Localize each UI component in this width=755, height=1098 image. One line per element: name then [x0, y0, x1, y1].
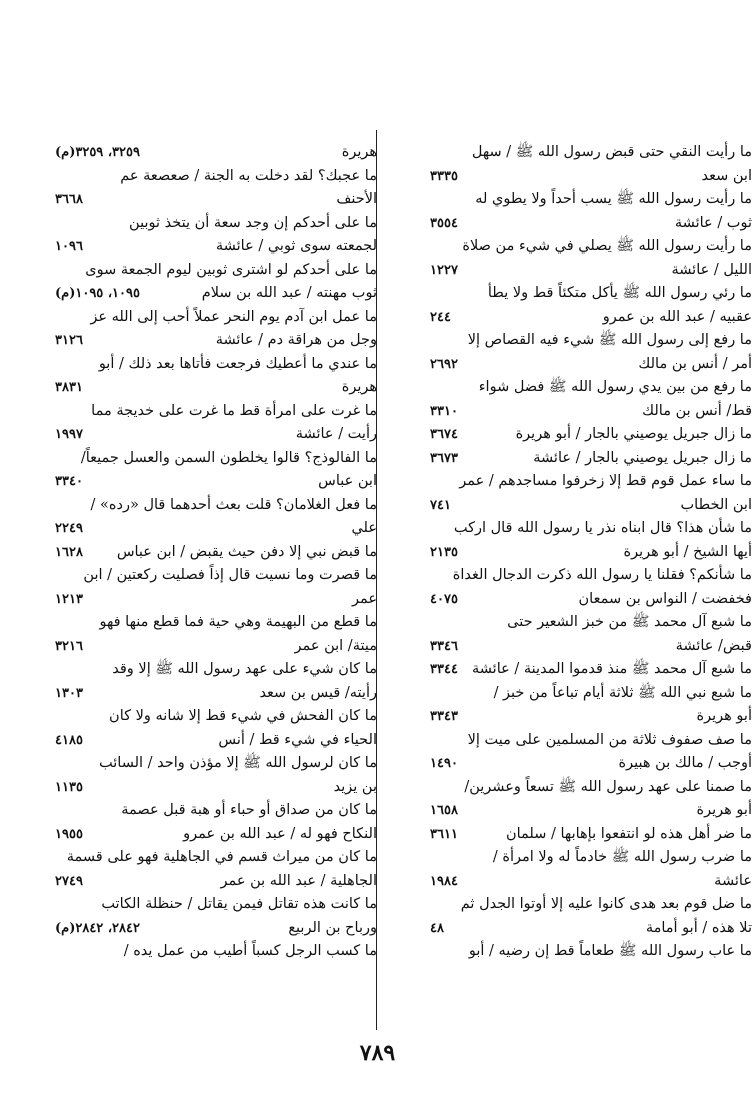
entry-text: ابن عباس [318, 473, 377, 489]
entry-text: ما عجبك؟ لقد دخلت به الجنة / صعصعة عم [120, 167, 377, 184]
entry-text: ما قبض نبي إلا دفن حيث يقبض / ابن عباس [116, 543, 377, 560]
entry-line [430, 776, 752, 800]
index-entry [430, 776, 752, 823]
entry-line [430, 799, 752, 823]
entry-line [55, 329, 377, 353]
entry-text: ما كان من ميراث قسم في الجاهلية فهو على قسمة [66, 849, 377, 865]
entry-text: أبو هريرة [696, 708, 752, 724]
entry-line [430, 235, 752, 259]
entry-text: ما كان شيء على عهد رسول الله ﷺ إلا وقد [112, 661, 377, 677]
index-entry [430, 188, 752, 235]
entry-text: ما غرت على امرأة قط ما غرت على خديجة مما [91, 402, 377, 419]
hadith-number: ٢١٣٥ [430, 544, 458, 560]
entry-line [430, 259, 752, 283]
hadith-number: ٣٣٤٠ [55, 474, 83, 489]
entry-text: ابن الخطاب [680, 496, 752, 513]
hadith-number: ٣٦٦٨ [55, 192, 83, 207]
entry-line [55, 259, 377, 283]
hadith-number: ١٣٠٣ [55, 685, 83, 701]
hadith-number: ١٩٩٧ [55, 427, 83, 442]
entry-line [55, 188, 377, 212]
index-entry [430, 470, 752, 517]
entry-text: ما قطع من البهيمة وهي حية فما قطع منها فهو [99, 614, 377, 630]
entry-text: وجل من هراقة دم / عائشة [215, 332, 377, 348]
entry-text: علي [351, 520, 377, 536]
entry-line [55, 729, 377, 753]
entry-text: ما زال جبريل يوصيني بالجار / عائشة [533, 449, 752, 466]
entry-text: أوجب / مالك بن هبيرة [618, 755, 752, 771]
index-entry [55, 940, 377, 964]
hadith-number: ٣٢١٦ [55, 638, 83, 654]
index-entry [55, 752, 377, 799]
entry-line [55, 306, 377, 330]
index-entry [55, 212, 377, 259]
entry-line [430, 447, 752, 471]
entry-line [55, 165, 377, 189]
entry-text: ما رأيت رسول الله ﷺ يسب أحداً ولا يطوي له [475, 191, 752, 207]
entry-line [55, 376, 377, 400]
entry-text: ما صف صفوف ثلاثة من المسلمين على ميت إلا [467, 731, 752, 748]
hadith-number: ١٦٥٨ [430, 803, 458, 818]
hadith-number: ٣٣٤٣ [430, 709, 458, 724]
hadith-number: ١٩٥٥ [55, 826, 83, 842]
entry-text: ما ضرب رسول الله ﷺ خادماً له ولا امرأة / [492, 849, 752, 865]
entry-text: ما كسب الرجل كسباً أطيب من عمل يده / [123, 943, 377, 959]
entry-text: ما كان من صداق أو حباء أو هبة قبل عصمة [121, 802, 377, 818]
entry-line [55, 541, 377, 565]
entry-text: قبض/ عائشة [675, 637, 752, 654]
entry-line [430, 611, 752, 635]
index-entry [55, 494, 377, 541]
entry-line [430, 306, 752, 330]
entry-line [430, 893, 752, 917]
entry-text: الليل / عائشة [671, 261, 752, 278]
entry-text: الأحنف [336, 191, 377, 207]
entry-line [55, 400, 377, 424]
entry-text: هريرة [341, 144, 377, 160]
index-entry [430, 235, 752, 282]
entry-text: عقبيه / عبد الله بن عمرو [602, 308, 752, 325]
index-entry [430, 141, 752, 188]
index-entry [430, 564, 752, 611]
index-entry [430, 846, 752, 893]
hadith-number: ٤٠٧٥ [430, 591, 458, 607]
index-entry [430, 517, 752, 564]
entry-line [55, 752, 377, 776]
entry-line [430, 470, 752, 494]
page-number: ٧٨٩ [359, 1040, 396, 1066]
index-entry [55, 705, 377, 752]
entry-text: ثوب مهنته / عبد الله بن سلام [201, 285, 377, 301]
hadith-number: ٣٦١١ [430, 826, 458, 842]
hadith-number: ٣٣٤٤ [430, 662, 458, 677]
entry-text: ما كان الفحش في شيء قط إلا شانه ولا كان [109, 708, 377, 724]
entry-line [55, 682, 377, 706]
entry-line [55, 776, 377, 800]
index-entry [430, 329, 752, 376]
hadith-number: ٢٨٤٢، ٢٨٤٢(م) [55, 920, 140, 936]
hadith-number: ٣١٢٦ [55, 333, 83, 348]
entry-text: ما رئي رسول الله ﷺ يأكل متكئاً قط ولا يطأ [487, 285, 752, 301]
entry-text: النكاح فهو له / عبد الله بن عمرو [183, 825, 377, 842]
entry-text: ما فعل الغلامان؟ قلت بعث أحدهما قال «رده» / [90, 496, 377, 513]
entry-text: ما قصرت وما نسيت قال إذاً فصليت ركعتين / ابن [83, 567, 377, 583]
entry-line [55, 235, 377, 259]
entry-line [55, 893, 377, 917]
entry-text: عمر [351, 590, 377, 607]
entry-line [55, 588, 377, 612]
hadith-number: ٢٧٤٩ [55, 873, 83, 889]
entry-text: بن يزيد [333, 778, 377, 795]
entry-line [430, 376, 752, 400]
entry-text: ما كانت هذه تقاتل فيمن يقاتل / حنظلة الكاتب [101, 896, 377, 912]
hadith-number: ٢٤٤ [430, 309, 451, 325]
index-entry [430, 893, 752, 940]
entry-line [430, 940, 752, 964]
index-entry [55, 400, 377, 447]
hadith-number: ٣٨٣١ [55, 380, 83, 395]
hadith-number: ١٤٩٠ [430, 756, 458, 771]
hadith-number: ١٠٩٥، ١٠٩٥(م) [55, 286, 140, 301]
entry-text: لجمعته سوى ثوبي / عائشة [215, 238, 377, 254]
index-entry [55, 353, 377, 400]
index-entry [55, 447, 377, 494]
entry-text: ميتة/ ابن عمر [294, 637, 377, 654]
entry-text: ما صمنا على عهد رسول الله ﷺ تسعاً وعشرين/ [464, 778, 752, 795]
entry-line [430, 188, 752, 212]
entry-line [430, 658, 752, 682]
entry-text: ما عمل ابن آدم يوم النحر عملاً أحب إلى الله عز [90, 308, 377, 325]
entry-line [55, 823, 377, 847]
index-entry [430, 823, 752, 847]
entry-line [430, 400, 752, 424]
hadith-number: ١٢٢٧ [430, 262, 458, 278]
entry-line [55, 940, 377, 964]
index-entry [430, 658, 752, 682]
entry-line [430, 141, 752, 165]
entry-text: أبو هريرة [696, 802, 752, 818]
entry-line [55, 494, 377, 518]
hadith-number: ٢٦٩٢ [430, 356, 458, 372]
entry-text: ما على أحدكم لو اشترى ثوبين ليوم الجمعة سوى [85, 261, 377, 278]
entry-line [430, 846, 752, 870]
entry-line [430, 917, 752, 941]
entry-text: ما على أحدكم إن وجد سعة أن يتخذ ثوبين [129, 214, 377, 231]
entry-line [55, 141, 377, 165]
entry-text: ما رفع من بين يدي رسول الله ﷺ فضل شواء [478, 379, 752, 395]
entry-text: ما رأيت النقي حتى قبض رسول الله ﷺ / سهل [471, 144, 752, 160]
hadith-number: ٣٦٧٤ [430, 427, 458, 442]
hadith-number: ٤١٨٥ [55, 732, 83, 748]
entry-text: ورباح بن الربيع [288, 919, 377, 936]
entry-line [430, 729, 752, 753]
entry-line [55, 282, 377, 306]
hadith-number: ٣٣١٠ [430, 403, 458, 419]
hadith-number: ١٢١٣ [55, 591, 83, 607]
entry-line [55, 470, 377, 494]
index-entry [430, 611, 752, 658]
entry-text: ما شبع آل محمد ﷺ من خبز الشعير حتى [507, 614, 752, 630]
entry-text: ما ساء عمل قوم قط إلا زخرفوا مساجدهم / عمر [459, 473, 752, 489]
index-entry [55, 541, 377, 565]
entry-line [55, 658, 377, 682]
entry-line [430, 752, 752, 776]
entry-text: هريرة [341, 379, 377, 395]
entry-line [430, 282, 752, 306]
entry-line [430, 353, 752, 377]
entry-line [430, 165, 752, 189]
entry-line [430, 635, 752, 659]
hadith-number: ١٠٩٦ [55, 239, 83, 254]
entry-text: ما شأن هذا؟ قال ابناه نذر يا رسول الله قال اركب [453, 520, 752, 536]
entry-line [55, 564, 377, 588]
entry-text: ما رأيت رسول الله ﷺ يصلي في شيء من صلاة [462, 238, 752, 254]
entry-text: ما شبع آل محمد ﷺ منذ قدموا المدينة / عائشة [471, 661, 752, 677]
entry-line [55, 447, 377, 471]
entry-text: ما عاب رسول الله ﷺ طعاماً قط إن رضيه / أبو [468, 943, 752, 959]
entry-text: ابن سعد [701, 167, 752, 184]
entry-line [430, 564, 752, 588]
entry-line [55, 635, 377, 659]
entry-text: أيها الشيخ / أبو هريرة [623, 543, 752, 560]
entry-line [430, 682, 752, 706]
entry-text: ما ضل قوم بعد هدى كانوا عليه إلا أوتوا الجدل ثم [460, 896, 752, 912]
entry-line [430, 329, 752, 353]
hadith-number: ٣٢٥٩، ٣٢٥٩(م) [55, 145, 140, 160]
index-entry [55, 893, 377, 940]
hadith-number: ٣٣٣٥ [430, 168, 458, 184]
entry-line [430, 494, 752, 518]
entry-text: ما الفالوذج؟ قالوا يخلطون السمن والعسل جميعاً/ [80, 449, 377, 466]
entry-line [430, 823, 752, 847]
entry-text: ما رفع إلى رسول الله ﷺ شيء فيه القصاص إلا [467, 332, 752, 348]
hadith-number: ٢٢٤٩ [55, 521, 83, 536]
index-entry [55, 141, 377, 165]
entry-text: الحياء في شيء قط / أنس [218, 731, 377, 748]
entry-line [55, 353, 377, 377]
index-entry [55, 611, 377, 658]
hadith-number: ٤٨ [430, 920, 444, 936]
index-entry [55, 306, 377, 353]
entry-text: عائشة [714, 872, 752, 889]
entry-line [55, 705, 377, 729]
index-entry [430, 729, 752, 776]
hadith-number: ٣٣٤٦ [430, 638, 458, 654]
entry-line [55, 917, 377, 941]
entry-line [430, 541, 752, 565]
entry-line [430, 423, 752, 447]
entry-line [55, 212, 377, 236]
entry-text: ما كان لرسول الله ﷺ إلا مؤذن واحد / السائب [99, 755, 377, 771]
entry-text: ما زال جبريل يوصيني بالجار / أبو هريرة [515, 426, 752, 442]
entry-text: ما ضر أهل هذه لو انتفعوا بإهابها / سلمان [505, 825, 752, 842]
entry-text: قط/ أنس بن مالك [642, 402, 752, 419]
index-entry [430, 682, 752, 729]
index-entry [55, 846, 377, 893]
entry-text: رأيته/ قيس بن سعد [259, 684, 377, 701]
index-entry [55, 165, 377, 212]
index-entry [55, 658, 377, 705]
entry-text: ما شبع نبي الله ﷺ ثلاثة أيام تباعاً من خبز / [493, 684, 752, 701]
index-entry [55, 259, 377, 306]
entry-line [55, 423, 377, 447]
hadith-number: ٧٤١ [430, 497, 451, 513]
entry-text: ما عندي ما أعطيك فرجعت فأتاها بعد ذلك / أبو [98, 355, 377, 372]
entry-line [430, 870, 752, 894]
index-entry [430, 282, 752, 329]
index-entry [430, 940, 752, 964]
entry-line [430, 705, 752, 729]
left-column [55, 141, 377, 964]
index-entry [55, 799, 377, 846]
hadith-number: ١١٣٥ [55, 779, 83, 795]
entry-text: الجاهلية / عبد الله بن عمر [220, 872, 377, 889]
entry-text: رأيت / عائشة [295, 426, 377, 442]
entry-line [55, 846, 377, 870]
index-entry [430, 376, 752, 423]
entry-line [55, 799, 377, 823]
hadith-number: ٣٦٧٣ [430, 450, 458, 466]
entry-text: ثوب / عائشة [674, 214, 752, 231]
hadith-number: ١٩٨٤ [430, 873, 458, 889]
entry-text: تلا هذه / أبو أمامة [645, 919, 752, 936]
hadith-number: ٣٥٥٤ [430, 215, 458, 231]
entry-text: أمر / أنس بن مالك [638, 355, 752, 372]
entry-text: فخفضت / النواس بن سمعان [578, 590, 752, 607]
index-entry [430, 423, 752, 447]
entry-line [430, 212, 752, 236]
entry-line [430, 588, 752, 612]
entry-text: ما شأنكم؟ فقلنا يا رسول الله ذكرت الدجال الغداة [452, 567, 752, 583]
entry-line [430, 517, 752, 541]
right-column [430, 141, 752, 964]
entry-line [55, 870, 377, 894]
index-entry [430, 447, 752, 471]
index-entry [55, 564, 377, 611]
entry-line [55, 517, 377, 541]
hadith-number: ١٦٢٨ [55, 544, 83, 560]
entry-line [55, 611, 377, 635]
